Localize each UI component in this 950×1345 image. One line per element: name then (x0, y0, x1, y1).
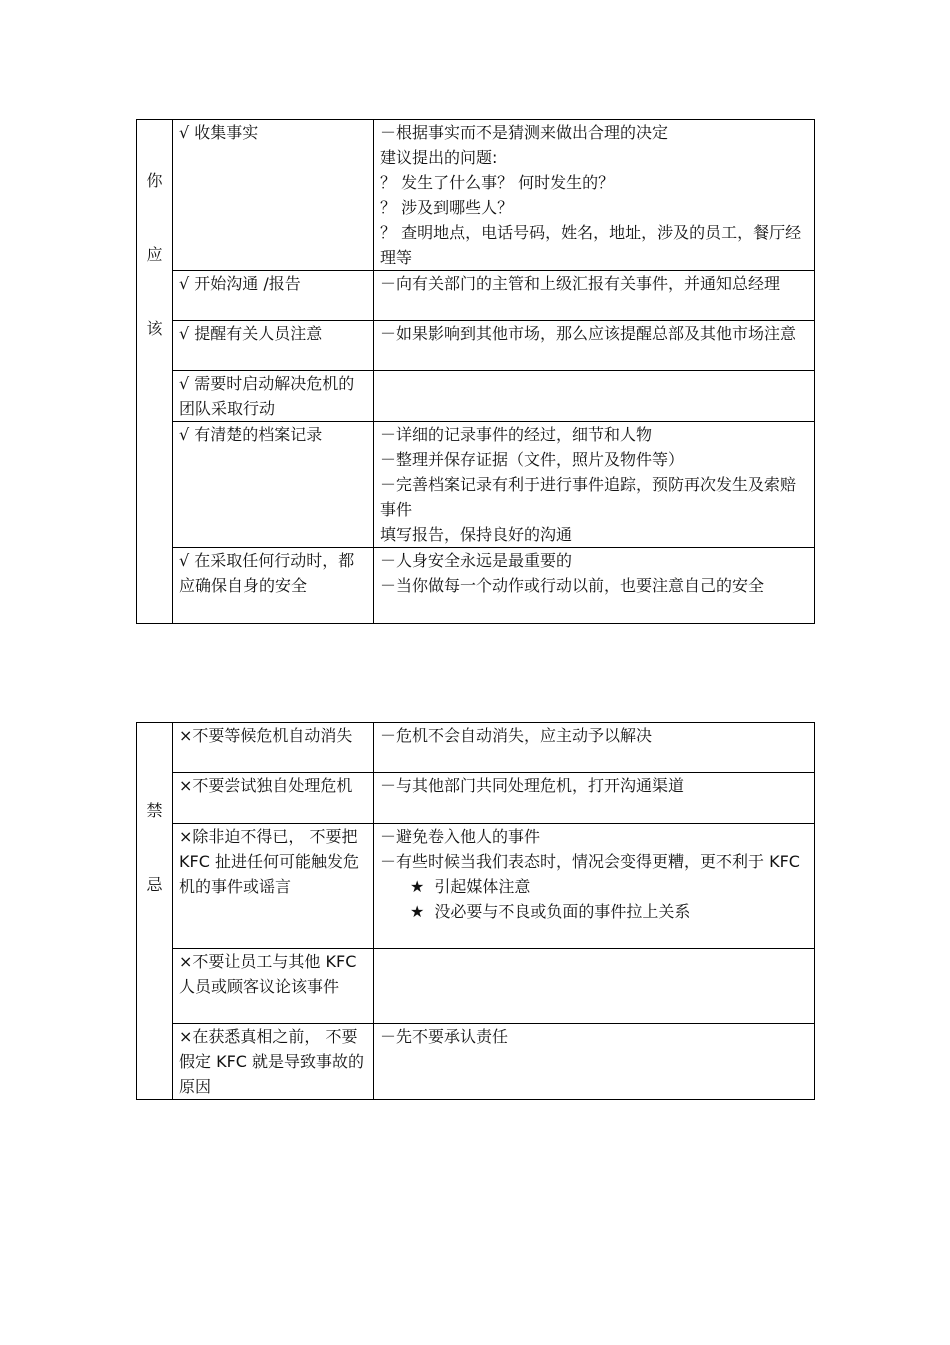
detail-cell (374, 422, 815, 548)
detail-line: －人身安全永远是最重要的 (380, 551, 573, 570)
detail-line: －当你做每一个动作或行动以前，也要注意自己的安全 (380, 576, 765, 595)
detail-line: －根据事实而不是猜测来做出合理的决定 (380, 123, 669, 142)
forbidden-table (136, 722, 815, 1100)
action-cell: √ 需要时启动解决危机的团队采取行动 (173, 371, 374, 422)
detail-cell (374, 548, 815, 624)
star-bullet (380, 874, 808, 899)
detail-line: 建议提出的问题: (380, 148, 498, 167)
side-char: 你 (146, 171, 163, 190)
detail-line: －如果影响到其他市场，那么应该提醒总部及其他市场注意 (380, 324, 797, 343)
table-row (137, 1024, 815, 1100)
action-cell: ×不要等候危机自动消失 (173, 723, 374, 773)
detail-line: 填写报告，保持良好的沟通 (380, 525, 573, 544)
detail-cell (374, 271, 815, 321)
detail-cell (374, 773, 815, 824)
table-row (137, 321, 815, 371)
star-icon: ★ (410, 902, 425, 921)
action-cell: √ 提醒有关人员注意 (173, 321, 374, 371)
detail-line: －危机不会自动消失，应主动予以解决 (380, 726, 653, 745)
table-row (137, 422, 815, 548)
action-cell: ×不要让员工与其他 KFC 人员或顾客议论该事件 (173, 949, 374, 1024)
action-cell: ×在获悉真相之前， 不要假定 KFC 就是导致事故的原因 (173, 1024, 374, 1100)
detail-cell (374, 120, 815, 271)
action-cell: √ 在采取任何行动时，都应确保自身的安全 (173, 548, 374, 624)
star-icon: ★ (410, 877, 425, 896)
detail-cell (374, 321, 815, 371)
star-text: 引起媒体注意 (434, 877, 531, 896)
star-bullet (380, 899, 808, 924)
forbid-side-label (137, 723, 173, 1100)
detail-line: －先不要承认责任 (380, 1027, 509, 1046)
detail-line: －详细的记录事件的经过，细节和人物 (380, 425, 653, 444)
table-row (137, 824, 815, 949)
detail-cell (374, 371, 815, 422)
action-cell: √ 开始沟通 /报告 (173, 271, 374, 321)
side-char: 禁 (146, 801, 163, 820)
action-cell: ×除非迫不得已， 不要把 KFC 扯进任何可能触发危机的事件或谣言 (173, 824, 374, 949)
detail-line: ？ 涉及到哪些人？ (380, 198, 514, 217)
table-row (137, 271, 815, 321)
star-text: 没必要与不良或负面的事件拉上关系 (434, 902, 691, 921)
detail-line: －有些时候当我们表态时，情况会变得更糟，更不利于 KFC (380, 852, 800, 871)
side-char: 该 (146, 319, 163, 338)
side-char: 应 (146, 245, 163, 264)
detail-line: ？ 发生了什么事？ 何时发生的？ (380, 173, 615, 192)
detail-line: －与其他部门共同处理危机，打开沟通渠道 (380, 776, 685, 795)
table-row (137, 773, 815, 824)
action-cell: √ 收集事实 (173, 120, 374, 271)
detail-cell (374, 723, 815, 773)
detail-cell (374, 949, 815, 1024)
side-char: 忌 (146, 875, 163, 894)
table-row (137, 371, 815, 422)
should-do-table (136, 119, 815, 624)
action-cell: √ 有清楚的档案记录 (173, 422, 374, 548)
action-cell: ×不要尝试独自处理危机 (173, 773, 374, 824)
should-side-label (137, 120, 173, 624)
detail-line: ？ 查明地点，电话号码，姓名，地址，涉及的员工，餐厅经理等 (380, 223, 802, 267)
detail-cell (374, 824, 815, 949)
table-row (137, 723, 815, 773)
detail-line: －整理并保存证据（文件，照片及物件等） (380, 450, 685, 469)
detail-line: －避免卷入他人的事件 (380, 827, 541, 846)
detail-cell (374, 1024, 815, 1100)
detail-line: －向有关部门的主管和上级汇报有关事件，并通知总经理 (380, 274, 781, 293)
table-row (137, 949, 815, 1024)
table-row (137, 120, 815, 271)
table-row (137, 548, 815, 624)
detail-line: －完善档案记录有利于进行事件追踪，预防再次发生及索赔事件 (380, 475, 797, 519)
